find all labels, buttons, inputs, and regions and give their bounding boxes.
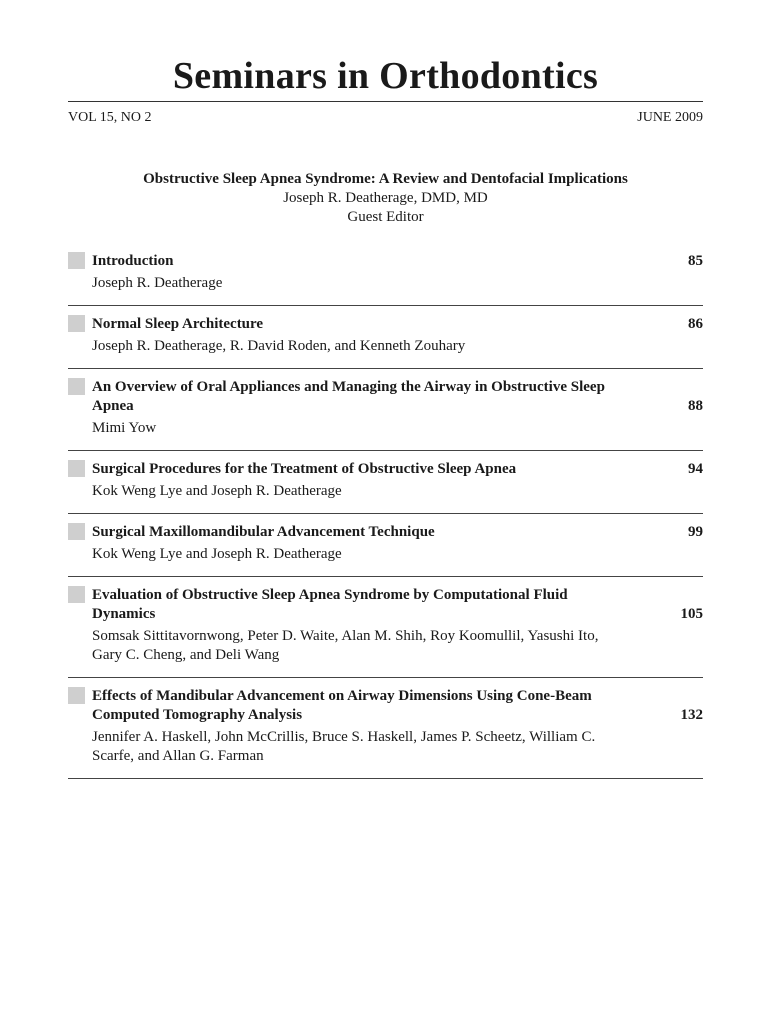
- guest-editor-name: Joseph R. Deatherage, DMD, MD: [283, 190, 488, 206]
- bullet-square-icon: [68, 586, 85, 603]
- article-authors: Kok Weng Lye and Joseph R. Deatherage: [92, 546, 342, 562]
- title-divider: [68, 101, 703, 102]
- guest-editor-role: Guest Editor: [347, 209, 424, 225]
- article-title[interactable]: Introduction: [92, 253, 174, 269]
- bullet-square-icon: [68, 523, 85, 540]
- article-authors: Jennifer A. Haskell, John McCrillis, Bruce S. Haskell, James P. Scheetz, William C. Scarfe, and Allan G. Farman: [92, 729, 596, 764]
- toc-entry[interactable]: [68, 369, 703, 451]
- article-authors: Mimi Yow: [92, 420, 157, 436]
- page-number: 105: [680, 606, 703, 622]
- article-title[interactable]: Evaluation of Obstructive Sleep Apnea Syndrome by Computational Fluid Dynamics: [92, 587, 568, 622]
- page-number: 85: [688, 253, 703, 269]
- page-number: 86: [688, 316, 703, 332]
- article-title[interactable]: Normal Sleep Architecture: [92, 316, 264, 332]
- article-title[interactable]: Surgical Maxillomandibular Advancement Technique: [92, 524, 435, 540]
- article-authors: Joseph R. Deatherage: [92, 275, 223, 291]
- bullet-square-icon: [68, 378, 85, 395]
- article-title[interactable]: An Overview of Oral Appliances and Managing the Airway in Obstructive Sleep Apnea: [92, 379, 605, 414]
- toc-entry[interactable]: [68, 306, 703, 369]
- page-number: 99: [688, 524, 703, 540]
- issue-line: [68, 109, 703, 127]
- page-number: 132: [680, 707, 703, 723]
- page-number: 94: [688, 461, 703, 477]
- journal-title: Seminars in Orthodontics: [172, 55, 599, 97]
- issue-topic: Obstructive Sleep Apnea Syndrome: A Review and Dentofacial Implications: [143, 171, 628, 187]
- bullet-square-icon: [68, 460, 85, 477]
- article-authors: Kok Weng Lye and Joseph R. Deatherage: [92, 483, 342, 499]
- article-title[interactable]: Effects of Mandibular Advancement on Airway Dimensions Using Cone-Beam Computed Tomography Analysis: [92, 688, 592, 723]
- toc-entry[interactable]: [68, 577, 703, 678]
- table-of-contents: [68, 243, 703, 779]
- bullet-square-icon: [68, 252, 85, 269]
- page-number: 88: [688, 398, 703, 414]
- issue-title-block: [68, 170, 703, 227]
- volume-number: VOL 15, NO 2: [68, 110, 152, 125]
- contents-page: [68, 0, 703, 779]
- toc-entry[interactable]: [68, 243, 703, 306]
- issue-date: JUNE 2009: [637, 110, 703, 125]
- article-authors: Somsak Sittitavornwong, Peter D. Waite, Alan M. Shih, Roy Koomullil, Yasushi Ito, Gary C. Cheng, and Deli Wang: [92, 628, 599, 663]
- bullet-square-icon: [68, 687, 85, 704]
- article-title[interactable]: Surgical Procedures for the Treatment of Obstructive Sleep Apnea: [92, 461, 517, 477]
- toc-entry[interactable]: [68, 514, 703, 577]
- toc-entry[interactable]: [68, 678, 703, 779]
- bullet-square-icon: [68, 315, 85, 332]
- toc-entry[interactable]: [68, 451, 703, 514]
- article-authors: Joseph R. Deatherage, R. David Roden, and Kenneth Zouhary: [92, 338, 466, 354]
